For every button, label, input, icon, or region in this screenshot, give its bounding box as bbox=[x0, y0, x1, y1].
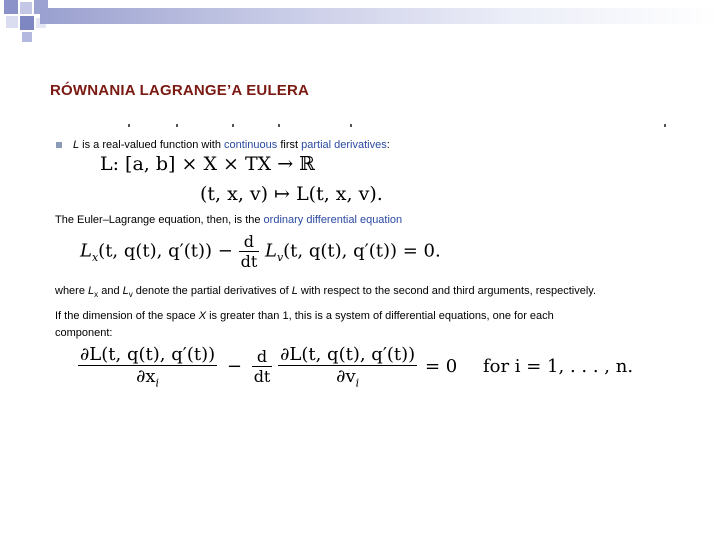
cropped-text-remnant bbox=[128, 124, 668, 128]
partial-derivatives-note: where $L_x$ and $L_v$ denote the partial derivatives of L with respect to the second and third arguments, respectively. bbox=[55, 285, 597, 300]
equation-lagrangian-map: (t, x, v) ↦ L(t, x, v). bbox=[200, 183, 383, 205]
decorative-square bbox=[20, 2, 32, 14]
link-partial-derivatives[interactable]: partial derivatives bbox=[301, 139, 387, 151]
euler-lagrange-equation: $L_x(t$, q(t), q′(t)) − $\frac{d}{dt}$ $L_v(t$, q(t), q′(t)) = 0. bbox=[80, 232, 441, 271]
derivative-operator: $\frac{d}{dt}$ bbox=[253, 347, 271, 387]
decorative-square bbox=[22, 32, 32, 42]
equation-lagrangian-domain: L: [a, b] × X × TX → ℝ bbox=[100, 153, 315, 175]
header-gradient-bar bbox=[40, 8, 720, 24]
decorative-square bbox=[6, 16, 18, 28]
dimension-note: If the dimension of the space X is greater than 1, this is a system of differential equations, one for each bbox=[55, 310, 554, 322]
partial-fraction-v: $\frac{\partial L(t, q(t), q'(t))}{\partial v_i}$ bbox=[280, 344, 416, 390]
slide-title: RÓWNANIA LAGRANGE’A EULERA bbox=[50, 82, 310, 99]
euler-lagrange-intro: The Euler–Lagrange equation, then, is the ordinary differential equation bbox=[55, 214, 403, 226]
link-continuous[interactable]: continuous bbox=[224, 139, 278, 151]
dimension-note-continued: component: bbox=[55, 327, 113, 339]
decorative-header bbox=[0, 0, 720, 40]
euler-lagrange-system-equation: $\frac{\partial L(t, q(t), q'(t))}{\partial x_i}$ − $\frac{d}{dt}$ $\frac{\partial L(t, q(t), q'(t))}{\partial v_i}$ = 0 for i = 1, . . . , n. bbox=[80, 344, 634, 390]
link-ordinary-differential-equation[interactable]: ordinary differential equation bbox=[263, 214, 403, 226]
bullet-marker bbox=[56, 142, 62, 148]
decorative-square bbox=[20, 16, 34, 30]
bullet-text: L is a real-valued function with continuous first partial derivatives: bbox=[73, 139, 390, 151]
partial-fraction-x: $\frac{\partial L(t, q(t), q'(t))}{\partial x_i}$ bbox=[80, 344, 216, 390]
derivative-operator: $\frac{d}{dt}$ bbox=[240, 232, 258, 271]
variable-l: L bbox=[73, 139, 80, 151]
decorative-square bbox=[4, 0, 18, 14]
